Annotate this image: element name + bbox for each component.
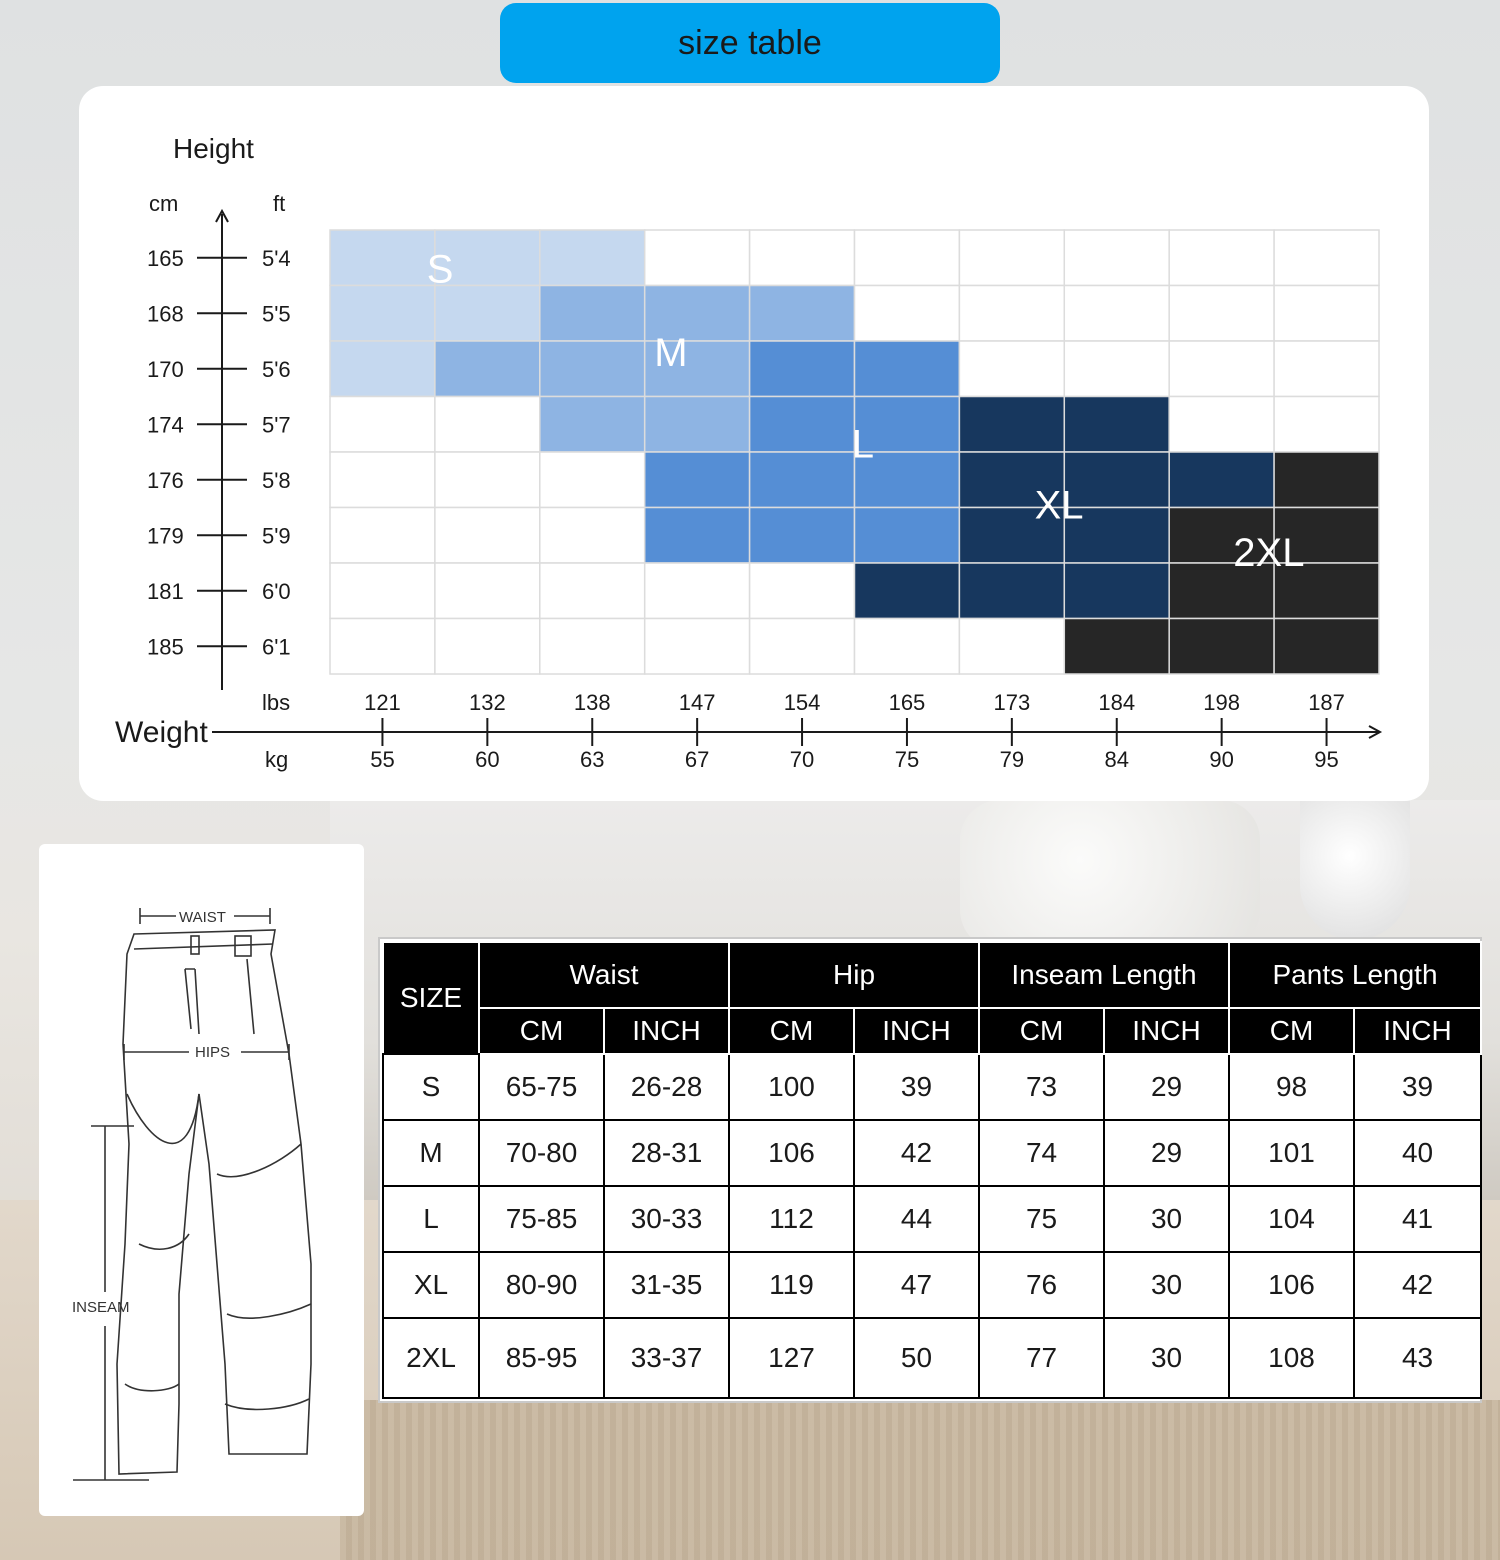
height-cm-label: 185: [147, 634, 184, 660]
chart-cell: [750, 397, 855, 453]
size-cell: M: [383, 1120, 479, 1186]
chart-cell: [1064, 563, 1169, 619]
table-cell: 85-95: [479, 1318, 604, 1398]
weight-lbs-label: 187: [1308, 690, 1345, 715]
table-row: [383, 1318, 1481, 1398]
chart-cell: [645, 508, 750, 564]
weight-kg-label: 63: [580, 747, 605, 772]
chart-cell: [1064, 619, 1169, 675]
chart-cell: [1064, 286, 1169, 342]
table-cell: 70-80: [479, 1120, 604, 1186]
unit-header: CM: [729, 1008, 854, 1054]
table-cell: 42: [854, 1120, 979, 1186]
chart-cell: [750, 452, 855, 508]
height-ft-label: 5'7: [262, 412, 291, 438]
table-cell: 104: [1229, 1186, 1354, 1252]
table-cell: 30: [1104, 1318, 1229, 1398]
size-chart: [79, 86, 1429, 801]
table-group-header-row: [383, 942, 1481, 1008]
chart-cell: [855, 508, 960, 564]
weight-kg-label: 84: [1104, 747, 1129, 772]
weight-lbs-label: 121: [364, 690, 401, 715]
height-ft-label: 6'0: [262, 578, 291, 604]
chart-cell: [750, 563, 855, 619]
table-cell: 47: [854, 1252, 979, 1318]
weight-lbs-label: 132: [468, 690, 506, 715]
chart-cell: [1064, 341, 1169, 397]
table-cell: 26-28: [604, 1054, 729, 1120]
chart-cell: [1274, 230, 1379, 286]
height-cm-label: 176: [147, 467, 184, 493]
table-cell: 39: [854, 1054, 979, 1120]
table-cell: 80-90: [479, 1252, 604, 1318]
table-row: [383, 1054, 1481, 1120]
size-table: [378, 937, 1482, 1403]
height-ft-label: 5'8: [262, 467, 291, 493]
height-cm-label: 174: [147, 412, 184, 438]
chart-cell: [435, 341, 540, 397]
weight-axis-title: Weight: [115, 716, 208, 749]
unit-header: INCH: [1354, 1008, 1481, 1054]
table-cell: 65-75: [479, 1054, 604, 1120]
chart-cell: [330, 619, 435, 675]
weight-kg-label: 95: [1314, 747, 1339, 772]
chart-cell: [1274, 452, 1379, 508]
table-cell: 44: [854, 1186, 979, 1252]
table-cell: 77: [979, 1318, 1104, 1398]
size-region-label: XL: [1034, 483, 1084, 528]
size-region-label: S: [426, 247, 454, 292]
chart-cell: [645, 397, 750, 453]
chart-cell: [1169, 452, 1274, 508]
table-cell: 127: [729, 1318, 854, 1398]
chart-cell: [855, 341, 960, 397]
group-header-pants-length: Pants Length: [1229, 942, 1481, 1008]
chart-cell: [1169, 397, 1274, 453]
chart-cell: [959, 619, 1064, 675]
chart-cell: [1274, 397, 1379, 453]
weight-lbs-label: 165: [888, 690, 926, 715]
table-cell: 30-33: [604, 1186, 729, 1252]
height-ft-label: 5'5: [262, 301, 291, 327]
chart-cell: [1169, 341, 1274, 397]
chart-cell: [330, 286, 435, 342]
background-vase: [1300, 800, 1410, 940]
chart-cell: [959, 230, 1064, 286]
weight-kg-label: 70: [789, 747, 815, 772]
pants-outline: [117, 930, 311, 1474]
table-cell: 28-31: [604, 1120, 729, 1186]
chart-cell: [750, 341, 855, 397]
table-cell: 100: [729, 1054, 854, 1120]
weight-lbs-label: 147: [678, 690, 716, 715]
chart-cell: [540, 619, 645, 675]
chart-cell: [540, 286, 645, 342]
table-cell: 39: [1354, 1054, 1481, 1120]
table-cell: 98: [1229, 1054, 1354, 1120]
table-cell: 73: [979, 1054, 1104, 1120]
weight-lbs-label: 173: [993, 690, 1031, 715]
chart-cell: [1274, 286, 1379, 342]
page-title: size table: [678, 23, 822, 62]
table-cell: 33-37: [604, 1318, 729, 1398]
chart-cell: [645, 563, 750, 619]
height-cm-label: 179: [147, 523, 184, 549]
pants-diagram-card: [39, 844, 364, 1516]
weight-kg-label: 75: [894, 747, 920, 772]
table-cell: 74: [979, 1120, 1104, 1186]
size-region-label: 2XL: [1233, 530, 1305, 575]
weight-lbs-label: 138: [573, 690, 611, 715]
chart-cell: [645, 230, 750, 286]
chart-cell: [959, 397, 1064, 453]
height-cm-label: 170: [147, 356, 184, 382]
weight-kg-label: 67: [684, 747, 710, 772]
table-cell: 29: [1104, 1054, 1229, 1120]
chart-cell: [540, 452, 645, 508]
hips-label: HIPS: [195, 1044, 231, 1061]
size-column-header: SIZE: [383, 942, 479, 1054]
chart-cell: [330, 452, 435, 508]
height-unit-cm: cm: [149, 191, 179, 216]
chart-cell: [435, 397, 540, 453]
chart-cell: [435, 563, 540, 619]
table-cell: 119: [729, 1252, 854, 1318]
size-region-label: M: [654, 330, 688, 375]
size-cell: XL: [383, 1252, 479, 1318]
unit-header: CM: [1229, 1008, 1354, 1054]
weight-unit-kg: kg: [265, 747, 289, 772]
chart-cell: [855, 563, 960, 619]
table-cell: 30: [1104, 1186, 1229, 1252]
chart-cell: [855, 230, 960, 286]
height-unit-ft: ft: [273, 191, 286, 216]
chart-cell: [645, 452, 750, 508]
weight-lbs-label: 154: [783, 690, 821, 715]
table-row: [383, 1186, 1481, 1252]
chart-cell: [750, 619, 855, 675]
chart-cell: [435, 619, 540, 675]
height-cm-label: 165: [147, 245, 184, 271]
title-banner: [500, 3, 1000, 83]
table-cell: 40: [1354, 1120, 1481, 1186]
pants-diagram: [39, 844, 364, 1516]
table-cell: 50: [854, 1318, 979, 1398]
chart-cell: [750, 230, 855, 286]
chart-cell: [540, 230, 645, 286]
chart-cell: [330, 508, 435, 564]
unit-header: INCH: [1104, 1008, 1229, 1054]
chart-cell: [1274, 619, 1379, 675]
chart-cell: [855, 286, 960, 342]
size-cell: 2XL: [383, 1318, 479, 1398]
size-measurement-table: [382, 941, 1482, 1399]
background-pillow: [960, 800, 1260, 950]
chart-cell: [1169, 286, 1274, 342]
chart-cell: [959, 286, 1064, 342]
group-header-hip: Hip: [729, 942, 979, 1008]
chart-cell: [750, 508, 855, 564]
chart-cell: [540, 563, 645, 619]
inseam-label: INSEAM: [72, 1299, 130, 1316]
height-cm-label: 181: [147, 578, 184, 604]
size-cell: L: [383, 1186, 479, 1252]
height-ft-label: 5'9: [262, 523, 291, 549]
table-cell: 31-35: [604, 1252, 729, 1318]
chart-cell: [1274, 341, 1379, 397]
size-cell: S: [383, 1054, 479, 1120]
weight-lbs-label: 184: [1098, 690, 1136, 715]
chart-cell: [540, 397, 645, 453]
table-cell: 30: [1104, 1252, 1229, 1318]
table-cell: 106: [729, 1120, 854, 1186]
weight-unit-lbs: lbs: [262, 690, 291, 715]
chart-cell: [1169, 619, 1274, 675]
chart-cell: [330, 230, 435, 286]
weight-kg-label: 79: [999, 747, 1025, 772]
table-row: [383, 1120, 1481, 1186]
chart-cell: [645, 619, 750, 675]
table-cell: 42: [1354, 1252, 1481, 1318]
table-cell: 75-85: [479, 1186, 604, 1252]
table-cell: 41: [1354, 1186, 1481, 1252]
background-rug: [340, 1400, 1500, 1560]
table-cell: 76: [979, 1252, 1104, 1318]
height-cm-label: 168: [147, 301, 184, 327]
height-ft-label: 6'1: [262, 634, 291, 660]
chart-cell: [435, 508, 540, 564]
table-cell: 106: [1229, 1252, 1354, 1318]
chart-cell: [750, 286, 855, 342]
chart-cell: [855, 619, 960, 675]
chart-cell: [1064, 230, 1169, 286]
chart-cell: [959, 563, 1064, 619]
chart-cell: [540, 341, 645, 397]
chart-cell: [1064, 397, 1169, 453]
table-cell: 108: [1229, 1318, 1354, 1398]
weight-kg-label: 55: [370, 747, 395, 772]
size-chart-card: [79, 86, 1429, 801]
table-cell: 75: [979, 1186, 1104, 1252]
height-axis-title: Height: [173, 133, 254, 164]
height-ft-label: 5'4: [262, 245, 291, 271]
table-cell: 43: [1354, 1318, 1481, 1398]
chart-cell: [330, 341, 435, 397]
unit-header: CM: [979, 1008, 1104, 1054]
unit-header: CM: [479, 1008, 604, 1054]
chart-cell: [540, 508, 645, 564]
chart-cell: [435, 452, 540, 508]
weight-lbs-label: 198: [1203, 690, 1241, 715]
chart-cell: [330, 397, 435, 453]
weight-kg-label: 60: [475, 747, 500, 772]
chart-cell: [435, 286, 540, 342]
table-unit-header-row: [383, 1008, 1481, 1054]
group-header-waist: Waist: [479, 942, 729, 1008]
table-cell: 101: [1229, 1120, 1354, 1186]
unit-header: INCH: [604, 1008, 729, 1054]
table-cell: 29: [1104, 1120, 1229, 1186]
table-row: [383, 1252, 1481, 1318]
group-header-inseam: Inseam Length: [979, 942, 1229, 1008]
unit-header: INCH: [854, 1008, 979, 1054]
table-cell: 112: [729, 1186, 854, 1252]
chart-cell: [330, 563, 435, 619]
chart-cell: [1169, 230, 1274, 286]
size-region-label: L: [851, 422, 875, 467]
chart-cell: [959, 341, 1064, 397]
weight-kg-label: 90: [1209, 747, 1234, 772]
height-ft-label: 5'6: [262, 356, 291, 382]
waist-label: WAIST: [179, 909, 226, 926]
